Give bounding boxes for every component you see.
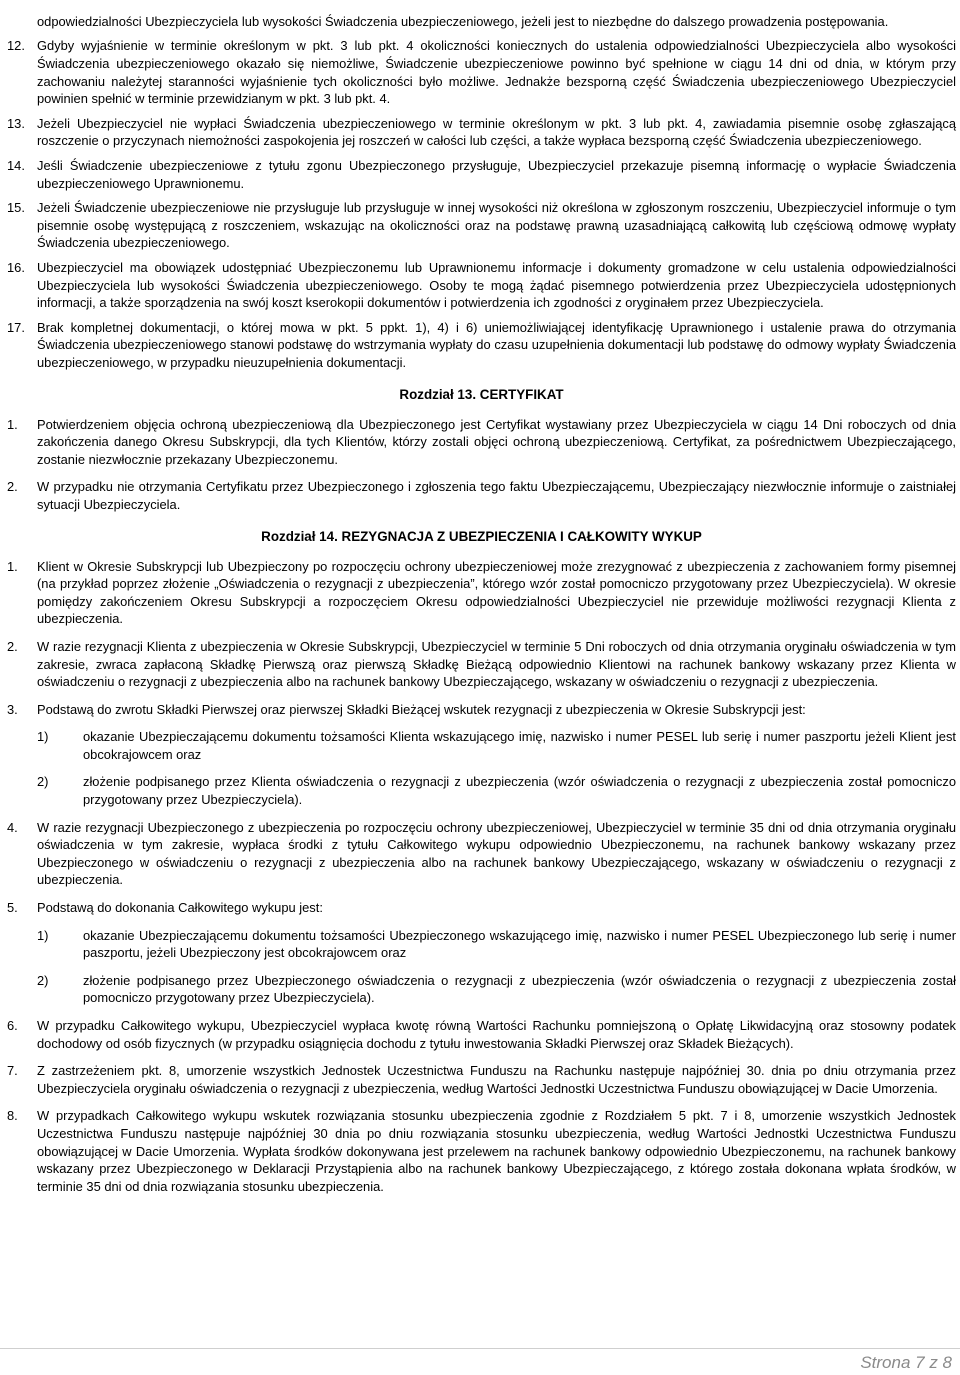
ch14-paragraph-5 — [7, 899, 956, 917]
paragraph-text: Jeśli Świadczenie ubezpieczeniowe z tytułu zgonu Ubezpieczonego przysługuje, Ubezpieczyciel przekazuje pisemną informację o wypłacie Świadczenia ubezpieczeniowego Uprawnionemu. — [37, 158, 956, 191]
paragraph-text: W przypadkach Całkowitego wykupu wskutek rozwiązania stosunku ubezpieczenia zgodnie z Rozdziałem 5 pkt. 7 i 8, umorzenie wszystkich Jednostek Uczestnictwa Funduszu następuje najpóźniej 30 dnia po dniu rozwiązania stosunku ubezpieczenia, według Wartości Jednostki Uczestnictwa Funduszu obowiązującej w Dacie Umorzenia. Wypłata środków dokonywana jest przelewem na rachunek bankowy odpowiednio Ubezpieczonemu, na rachunek bankowy wskazany przez Ubezpieczonego w Deklaracji Przystąpienia albo na rachunek bankowy Ubezpieczającego, z którego została dokonana wpłata środków, w terminie 35 dni od dnia rozwiązania stosunku ubezpieczenia. — [37, 1108, 956, 1194]
document-body — [7, 0, 956, 1205]
subitem-number: 1) — [37, 927, 49, 943]
ch13-paragraph-1 — [7, 416, 956, 469]
subitem-text: okazanie Ubezpieczającemu dokumentu tożsamości Ubezpieczonego wskazującego imię, nazwisko i numer PESEL Ubezpieczonego lub serię i numer paszportu, jeżeli Ubezpieczony jest obcokrajowcem oraz — [83, 927, 956, 961]
chapter-14-heading: Rozdział 14. REZYGNACJA Z UBEZPIECZENIA I CAŁKOWITY WYKUP — [261, 528, 702, 544]
ch14-p3-subitem-1 — [37, 728, 956, 763]
paragraph-text: Potwierdzeniem objęcia ochroną ubezpieczeniową dla Ubezpieczonego jest Certyfikat wystawiany przez Ubezpieczyciela w ciągu 14 Dni roboczych od dnia zakończenia danego Okresu Subskrypcji, dla tych Klientów, którzy zostali objęci ochroną ubezpieczeniową. Certyfikat, za pośrednictwem Ubezpieczającego, zostanie niezwłocznie przekazany Ubezpieczonemu. — [37, 416, 956, 467]
paragraph-16 — [7, 259, 956, 312]
subitem-number: 2) — [37, 774, 49, 790]
ch14-paragraph-6 — [7, 1017, 956, 1052]
paragraph-number: 15. — [7, 200, 25, 216]
subitem-text: złożenie podpisanego przez Klienta oświadczenia o rezygnacji z ubezpieczenia (wzór oświadczenia o rezygnacji z ubezpieczenia został pomocniczo przygotowany przez Ubezpieczyciela). — [83, 774, 956, 808]
paragraph-text: Podstawą do dokonania Całkowitego wykupu jest: — [37, 900, 323, 916]
paragraph-text: Brak kompletnej dokumentacji, o której mowa w pkt. 5 ppkt. 1), 4) i 6) uniemożliwiającej identyfikację Uprawnionego i ustalenie prawa do otrzymania Świadczenia ubezpieczeniowego stanowi podstawę do wstrzymania wypłaty do czasu uzupełnienia dokumentacji lub podstawę do odmowy wypłaty Świadczenia ubezpieczeniowego, w przypadku nieuzupełnienia dokumentacji. — [37, 319, 956, 370]
paragraph-13 — [7, 115, 956, 150]
paragraph-number: 1. — [7, 416, 18, 432]
footer-divider — [0, 1348, 960, 1349]
paragraph-text: W przypadku Całkowitego wykupu, Ubezpieczyciel wypłaca kwotę równą Wartości Rachunku pomniejszoną o Opłatę Likwidacyjną oraz stosowny podatek dochodowy od osób fizycznych (w przypadku osiągnięcia dochodu z tytułu inwestowania Składki Pierwszej oraz Składek Bieżących). — [37, 1018, 956, 1051]
paragraph-number: 7. — [7, 1063, 18, 1079]
paragraph-number: 17. — [7, 319, 25, 335]
paragraph-number: 6. — [7, 1018, 18, 1034]
paragraph-text: Ubezpieczyciel ma obowiązek udostępniać Ubezpieczonemu lub Uprawnionemu informacje i dokumenty gromadzone w celu ustalenia odpowiedzialności Ubezpieczyciela lub wysokości Świadczenia ubezpieczeniowego. Osoby te mogą żądać pisemnego potwierdzenia przez Ubezpieczyciela udostępnionych informacji, a także sporządzenia na swój koszt kserokopii dokumentów i potwierdzenia ich zgodności z oryginałem przez Ubezpieczyciela. — [37, 260, 956, 311]
ch14-paragraph-8 — [7, 1107, 956, 1195]
paragraph-number: 8. — [7, 1108, 18, 1124]
paragraph-number: 2. — [7, 638, 18, 654]
paragraph-number: 12. — [7, 38, 25, 54]
subitem-text: okazanie Ubezpieczającemu dokumentu tożsamości Klienta wskazującego imię, nazwisko i numer PESEL lub serię i numer paszportu jeżeli Klient jest obcokrajowcem oraz — [83, 729, 956, 762]
paragraph-17 — [7, 319, 956, 372]
paragraph-text: Z zastrzeżeniem pkt. 8, umorzenie wszystkich Jednostek Uczestnictwa Funduszu na Rachunku następuje najpóźniej 30. dnia po dniu otrzymania przez Ubezpieczyciela oryginału oświadczenia o rezygnacji z ubezpieczenia, według Wartości Jednostki Uczestnictwa Funduszu obowiązującej w Dacie Umorzenia. — [37, 1063, 956, 1096]
paragraph-number: 13. — [7, 115, 25, 131]
paragraph-text: W razie rezygnacji Ubezpieczonego z ubezpieczenia po rozpoczęciu ochrony ubezpieczeniowej, Ubezpieczyciel w terminie 35 dni od dnia otrzymania oryginału oświadczenia w tym zakresie, wypłaca środki z tytułu Całkowitego wykupu odpowiednio Ubezpieczonemu, na rachunek bankowy wskazany przez Ubezpieczonego w oświadczeniu o rezygnacji z ubezpieczenia albo na rachunek bankowy Ubezpieczającego, wskazany w oświadczeniu o rezygnacji z ubezpieczenia. — [37, 819, 956, 888]
chapter-13-heading: Rozdział 13. CERTYFIKAT — [399, 386, 564, 402]
paragraph-text: Klient w Okresie Subskrypcji lub Ubezpieczony po rozpoczęciu ochrony ubezpieczeniowej może zrezygnować z ubezpieczenia z zachowaniem formy pisemnej (na przykład poprzez złożenie „Oświadczenia o rezygnacji z ubezpieczenia”, którego wzór został pomocniczo przygotowany przez Ubezpieczyciela). W okresie pomiędzy zakończeniem Okresu Subskrypcji a rozpoczęciem Okresu odpowiedzialności Ubezpieczyciel nie przewiduje możliwości rezygnacji Klienta z ubezpieczenia. — [37, 558, 956, 627]
page-number-footer: Strona 7 z 8 — [860, 1353, 952, 1372]
ch14-paragraph-3 — [7, 701, 956, 719]
ch14-paragraph-1 — [7, 558, 956, 628]
paragraph-number: 4. — [7, 819, 18, 835]
subitem-text: złożenie podpisanego przez Ubezpieczonego oświadczenia o rezygnacji z ubezpieczenia (wzór oświadczenia o rezygnacji z ubezpieczenia został pomocniczo przygotowany przez Ubezpieczyciela). — [83, 972, 956, 1006]
ch14-p3-subitem-2 — [37, 773, 956, 808]
paragraph-text: W przypadku nie otrzymania Certyfikatu przez Ubezpieczonego i zgłoszenia tego faktu Ubezpieczającemu, Ubezpieczający niezwłocznie informuje o zaistniałej sytuacji Ubezpieczyciela. — [37, 479, 956, 512]
paragraph-number: 14. — [7, 158, 25, 174]
paragraph-12 — [7, 37, 956, 107]
paragraph-text: Jeżeli Świadczenie ubezpieczeniowe nie przysługuje lub przysługuje w innej wysokości niż określona w zgłoszonym roszczeniu, Ubezpieczyciel informuje o tym pisemnie osobę występującą z roszczeniem, wskazując na okoliczności oraz na podstawę prawną uzasadniającą całkowitą lub częściową odmowę wypłaty Świadczenia ubezpieczeniowego. — [37, 200, 956, 251]
paragraph-text: Podstawą do zwrotu Składki Pierwszej oraz pierwszej Składki Bieżącej wskutek rezygnacji z ubezpieczenia w Okresie Subskrypcji jest: — [37, 701, 806, 717]
ch14-paragraph-4 — [7, 819, 956, 889]
paragraph-text: Jeżeli Ubezpieczyciel nie wypłaci Świadczenia ubezpieczeniowego w terminie określonym w pkt. 3 lub pkt. 4, zawiadamia pisemnie osobę zgłaszającą roszczenie o przyczynach niemożności zaspokojenia jej roszczeń w całości lub części, a także wypłaca bezsporną część Świadczenia ubezpieczeniowego. — [37, 115, 956, 149]
paragraph-text: W razie rezygnacji Klienta z ubezpieczenia w Okresie Subskrypcji, Ubezpieczyciel w terminie 5 Dni roboczych od dnia otrzymania oryginału oświadczenia w tym zakresie, zwraca zapłaconą Składkę Pierwszą oraz pierwszą Składkę Bieżącą odpowiednio Klientowi na rachunek bankowy wskazany przez Klienta w oświadczeniu o rezygnacji z ubezpieczenia albo na rachunek bankowy Ubezpieczającego, wskazany w oświadczeniu o rezygnacji z ubezpieczenia. — [37, 638, 956, 690]
subitem-number: 1) — [37, 729, 49, 745]
ch14-p5-subitem-1 — [37, 927, 956, 962]
paragraph-continuation: odpowiedzialności Ubezpieczyciela lub wysokości Świadczenia ubezpieczeniowego, jeżeli jest to niezbędne do dalszego prowadzenia postępowania. — [37, 13, 889, 29]
paragraph-number: 16. — [7, 260, 25, 276]
paragraph-14 — [7, 157, 956, 192]
paragraph-text: Gdyby wyjaśnienie w terminie określonym w pkt. 3 lub pkt. 4 okoliczności koniecznych do ustalenia odpowiedzialności Ubezpieczyciela albo wysokości Świadczenia ubezpieczeniowego okazało się niemożliwe, Świadczenie ubezpieczeniowe powinno być spełnione w ciągu 14 dni od dnia, w którym przy zachowaniu należytej staranności wyjaśnienie tych okoliczności było możliwe. Jednakże bezsporną część Świadczenia ubezpieczeniowego Ubezpieczyciel powinien spełnić w terminie przewidzianym w pkt. 3 lub pkt. 4. — [37, 38, 956, 107]
ch13-paragraph-2 — [7, 478, 956, 513]
paragraph-number: 1. — [7, 558, 18, 574]
paragraph-number: 5. — [7, 900, 18, 916]
ch14-paragraph-2 — [7, 638, 956, 691]
ch14-p5-subitem-2 — [37, 972, 956, 1007]
ch14-paragraph-7 — [7, 1062, 956, 1097]
paragraph-15 — [7, 199, 956, 252]
paragraph-number: 2. — [7, 479, 18, 495]
subitem-number: 2) — [37, 972, 49, 988]
paragraph-number: 3. — [7, 701, 18, 717]
